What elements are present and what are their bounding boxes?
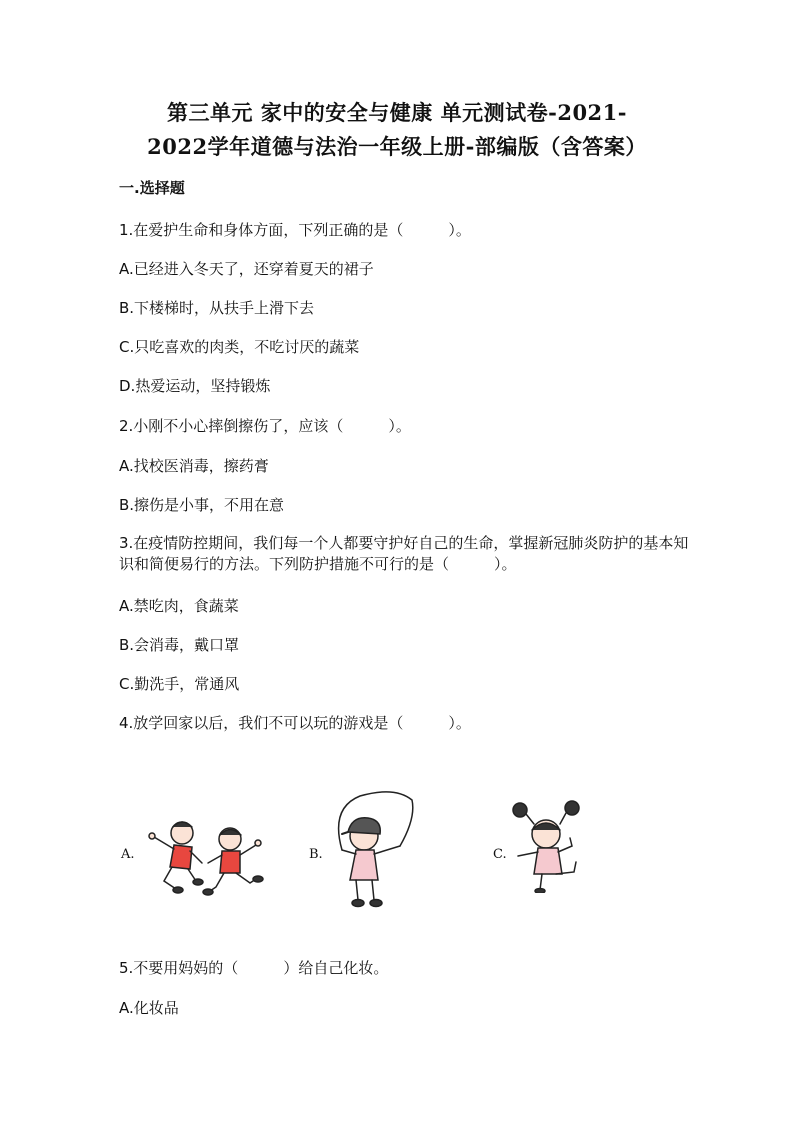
question-1-stem: 1.在爱护生命和身体方面，下列正确的是（ ）。 — [119, 221, 471, 239]
question-4-stem: 4.放学回家以后，我们不可以玩的游戏是（ ）。 — [119, 714, 471, 732]
question-2-stem: 2.小刚不小心摔倒擦伤了，应该（ ）。 — [119, 417, 411, 435]
question-2-option-b: B.擦伤是小事，不用在意 — [119, 496, 285, 514]
image-option-c-label: C. — [493, 847, 507, 862]
image-option-a-label: A. — [121, 847, 135, 862]
question-3-option-c: C.勤洗手，常通风 — [119, 675, 240, 693]
question-3-stem: 3.在疫情防控期间，我们每一个人都要守护好自己的生命，掌握新冠肺炎防护的基本知识和简便易行的方法。下列防护措施不可行的是（ ）。 — [119, 534, 689, 573]
question-1-option-d: D.热爱运动，坚持锻炼 — [119, 377, 271, 395]
fighting-boys-illustration — [140, 815, 270, 905]
section-heading: 一.选择题 — [119, 179, 185, 197]
image-option-b-label: B. — [309, 847, 323, 862]
question-3-option-b: B.会消毒，戴口罩 — [119, 636, 240, 654]
question-5-option-a: A.化妆品 — [119, 999, 179, 1017]
document-title-line-1: 第三单元 家中的安全与健康 单元测试卷-2021- — [167, 100, 627, 125]
question-1-option-c: C.只吃喜欢的肉类，不吃讨厌的蔬菜 — [119, 338, 360, 356]
question-5-stem: 5.不要用妈妈的（ ）给自己化妆。 — [119, 959, 389, 977]
document-title-line-2: 2022学年道德与法治一年级上册-部编版（含答案） — [147, 134, 647, 159]
question-1-option-a: A.已经进入冬天了，还穿着夏天的裙子 — [119, 260, 374, 278]
girl-playing-illustration — [510, 798, 590, 893]
question-3-option-a: A.禁吃肉，食蔬菜 — [119, 597, 239, 615]
question-2-option-a: A.找校医消毒，擦药膏 — [119, 457, 269, 475]
question-1-option-b: B.下楼梯时，从扶手上滑下去 — [119, 299, 315, 317]
jump-rope-child-illustration — [320, 788, 420, 913]
